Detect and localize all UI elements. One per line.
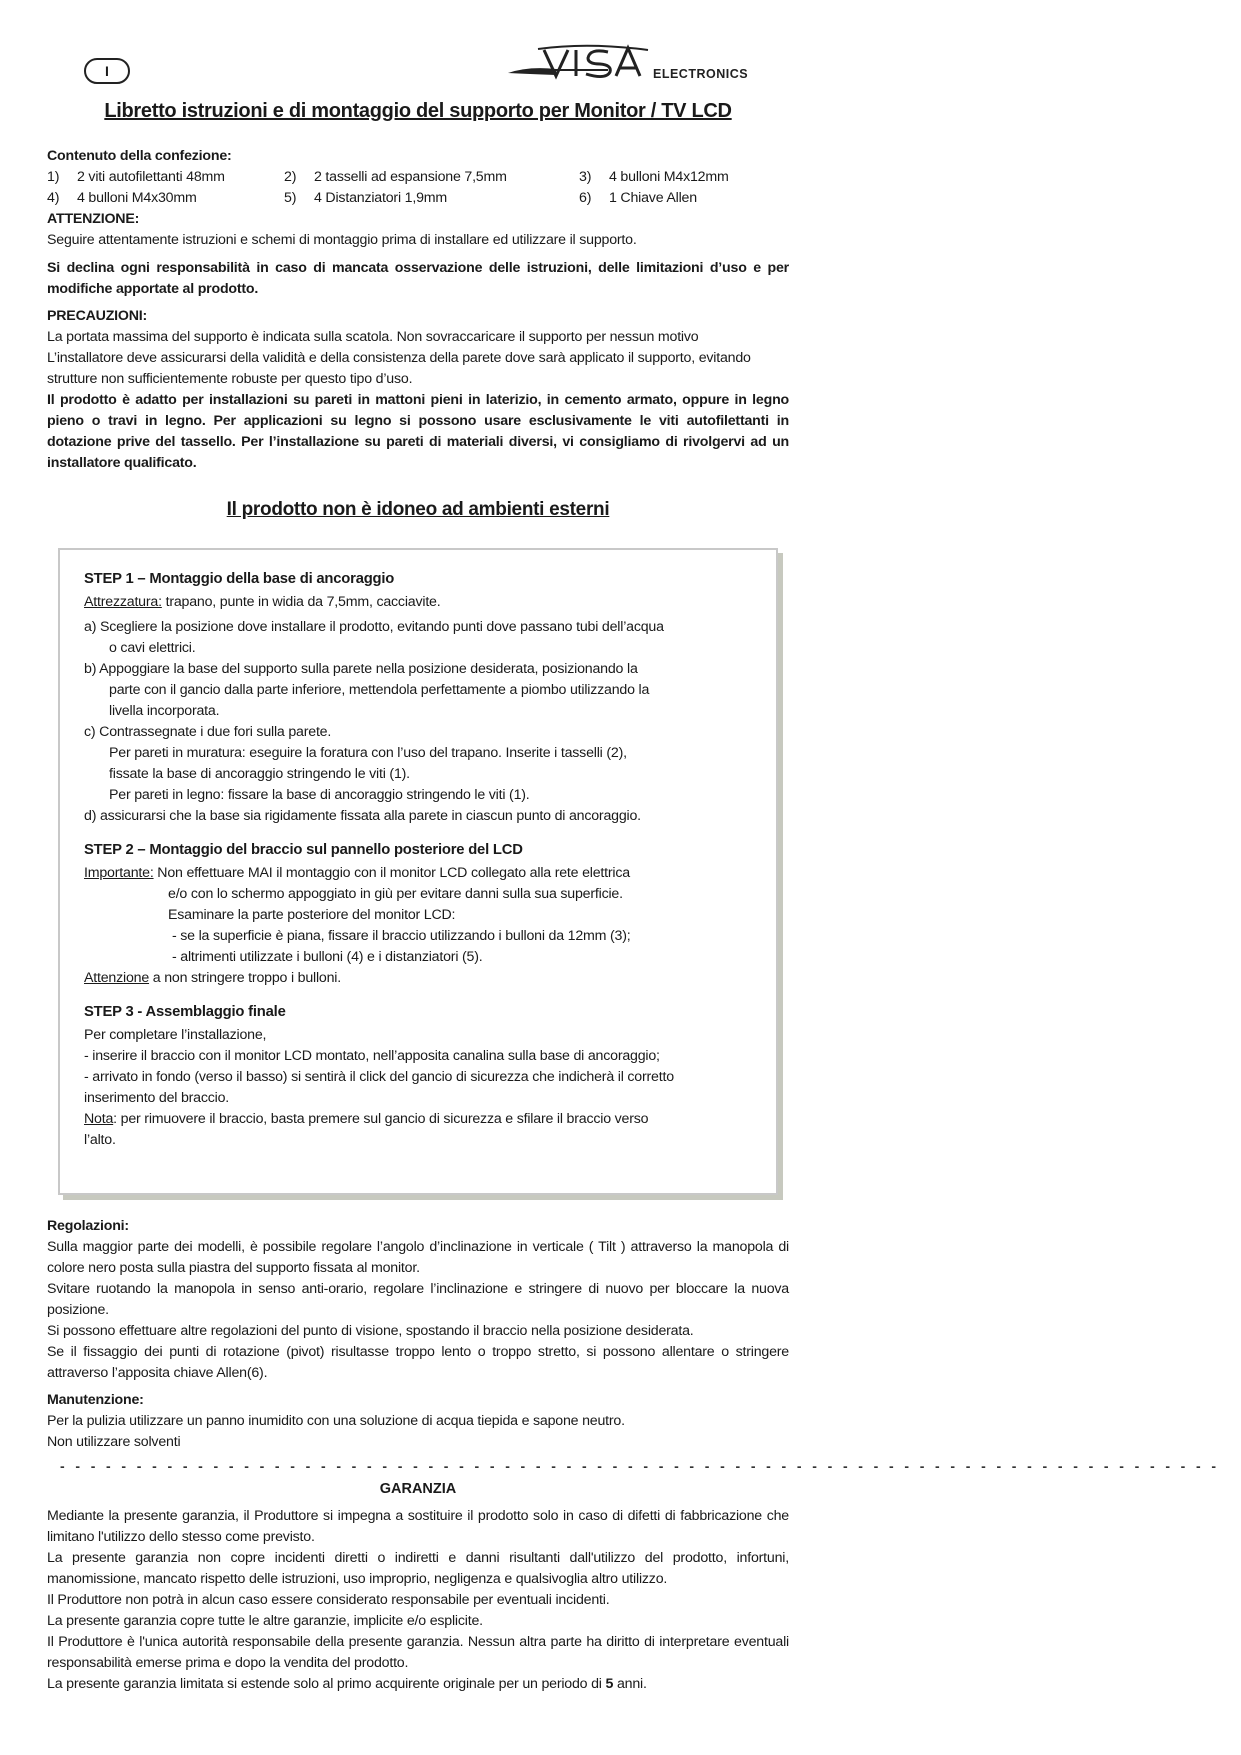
- warranty-paragraph: Il Produttore non potrà in alcun caso essere considerato responsabile per eventuali incidenti.: [47, 1592, 610, 1608]
- adjustments-paragraph: Svitare ruotando la manopola in senso anti-orario, regolare l’inclinazione e stringere di nuovo per bloccare la nuova posizione.: [47, 1281, 789, 1318]
- contents-item: 4 bulloni M4x12mm: [609, 169, 729, 185]
- step2-line: Esaminare la parte posteriore del monitor LCD:: [168, 907, 456, 923]
- warranty-paragraph: La presente garanzia non copre incidenti diretti o indiretti e danni risultanti dall'utilizzo del prodotto, infortuni, manomissione, mancato rispetto delle istruzioni, uso improprio, negligenza e qualsivoglia altro utilizzo.: [47, 1550, 789, 1587]
- contents-num: 2): [284, 169, 297, 185]
- precautions-heading: PRECAUZIONI:: [47, 308, 148, 324]
- steps-content: [84, 568, 764, 1151]
- warranty-duration: [47, 1674, 789, 1695]
- adjustments-heading: Regolazioni:: [47, 1218, 129, 1234]
- tools-text: trapano, punte in widia da 7,5mm, cacciavite.: [161, 594, 441, 610]
- maintenance-heading: Manutenzione:: [47, 1392, 144, 1408]
- note-text: : per rimuovere il braccio, basta premere sul gancio di sicurezza e sfilare il braccio verso: [113, 1111, 649, 1127]
- step3-line: - inserire il braccio con il monitor LCD montato, nell’apposita canalina sulla base di ancoraggio;: [84, 1048, 660, 1064]
- step1-item-b-cont: parte con il gancio dalla parte inferiore, mettendola perfettamente a piombo utilizzando la: [109, 682, 650, 698]
- contents-item: 4 bulloni M4x30mm: [77, 190, 197, 206]
- step1-item-b-cont: livella incorporata.: [109, 703, 220, 719]
- step1-item-a-cont: o cavi elettrici.: [109, 640, 196, 656]
- contents-num: 5): [284, 190, 297, 206]
- step1-item-c-cont: Per pareti in legno: fissare la base di ancoraggio stringendo le viti (1).: [109, 787, 530, 803]
- document-title: Libretto istruzioni e di montaggio del supporto per Monitor / TV LCD: [104, 100, 732, 122]
- warranty-duration-text: La presente garanzia limitata si estende solo al primo acquirente originale per un periodo di: [47, 1676, 606, 1692]
- disclaimer-text: Si declina ogni responsabilità in caso di mancata osservazione delle istruzioni, delle limitazioni d’uso e per modifiche apportate al prodotto.: [47, 260, 789, 297]
- warranty-paragraph: Il Produttore è l'unica autorità responsabile della presente garanzia. Nessun altra parte ha diritto di interpretare eventuali responsabilità emerse prima e dopo la vendita del prodotto.: [47, 1634, 789, 1671]
- step3-line: - arrivato in fondo (verso il basso) si sentirà il click del gancio di sicurezza che indicherà il corretto: [84, 1069, 674, 1085]
- contents-item: 1 Chiave Allen: [609, 190, 697, 206]
- warranty-heading: GARANZIA: [379, 1481, 457, 1497]
- warranty-duration-end: anni.: [613, 1676, 647, 1692]
- precautions-line: L’installatore deve assicurarsi della validità e della consistenza della parete dove sarà applicato il supporto, evitando strutture non sufficientemente robuste per questo tipo d’uso.: [47, 350, 751, 387]
- contents-num: 1): [47, 169, 60, 185]
- step1-item-b: b) Appoggiare la base del supporto sulla parete nella posizione desiderata, posizionando la: [84, 661, 638, 677]
- attention-text: Seguire attentamente istruzioni e schemi di montaggio prima di installare ed utilizzare il supporto.: [47, 232, 637, 248]
- brand-subtitle: ELECTRONICS: [653, 67, 749, 81]
- contents-item: 2 viti autofilettanti 48mm: [77, 169, 225, 185]
- contents-row: [47, 188, 789, 209]
- contents-num: 6): [579, 190, 592, 206]
- attention-note: a non stringere troppo i bulloni.: [149, 970, 341, 986]
- step3-line: Per completare l’installazione,: [84, 1027, 267, 1043]
- attention-label: Attenzione: [84, 970, 150, 986]
- step3-title: STEP 3 - Assemblaggio finale: [84, 1004, 286, 1020]
- adjustments-paragraph: Si possono effettuare altre regolazioni del punto di visione, spostando il braccio nella posizione desiderata.: [47, 1323, 694, 1339]
- step3-note: [84, 1109, 764, 1130]
- warranty-paragraph: La presente garanzia copre tutte le altre garanzie, implicite e/o esplicite.: [47, 1613, 483, 1629]
- step2-line: - se la superficie è piana, fissare il braccio utilizzando i bulloni da 12mm (3);: [172, 928, 631, 944]
- precautions-bold: Il prodotto è adatto per installazioni su pareti in mattoni pieni in laterizio, in cemento armato, oppure in legno pieno o travi in legno. Per applicazioni su legno si possono usare esclusivamente le viti autofilettanti in dotazione prive del tassello. Per l’installazione su pareti di materiali diversi, vi consigliamo di rivolgervi ad un installatore qualificato.: [47, 392, 789, 471]
- brand-logo: [508, 40, 748, 86]
- step1-item-a: a) Scegliere la posizione dove installare il prodotto, evitando punti dove passano tubi dell’acqua: [84, 619, 664, 635]
- adjustments-paragraph: Se il fissaggio dei punti di rotazione (pivot) risultasse troppo lento o troppo stretto, si possono allentare o stringere attraverso l’apposita chiave Allen(6).: [47, 1344, 789, 1381]
- warranty-years: 5: [605, 1676, 614, 1692]
- step2-important: [84, 863, 764, 884]
- language-badge: I: [84, 58, 130, 84]
- note-label: Nota: [84, 1111, 114, 1127]
- steps-box: [58, 548, 778, 1195]
- step2-title: STEP 2 – Montaggio del braccio sul pannello posteriore del LCD: [84, 842, 523, 858]
- tools-label: Attrezzatura:: [84, 594, 162, 610]
- step1-item-c-cont: Per pareti in muratura: eseguire la foratura con l’uso del trapano. Inserite i tasselli (2),: [109, 745, 627, 761]
- contents-heading: Contenuto della confezione:: [47, 148, 232, 164]
- step3-line: l’alto.: [84, 1132, 116, 1148]
- step1-item-c-cont: fissate la base di ancoraggio stringendo le viti (1).: [109, 766, 410, 782]
- step1-item-c: c) Contrassegnate i due fori sulla parete.: [84, 724, 332, 740]
- contents-num: 3): [579, 169, 592, 185]
- separator-line: - - - - - - - - - - - - - - - - - - - - - - - - - - - - - - - - - - - - - - - - - - - - - - - - - - - - - - - - - - - - - - - - - - - - - - - - - - - -: [60, 1458, 1220, 1474]
- warranty-paragraph: Mediante la presente garanzia, il Produttore si impegna a sostituire il prodotto solo in caso di difetti di fabbricazione che limitano l'utilizzo dello stesso come previsto.: [47, 1508, 789, 1545]
- important-label: Importante:: [84, 865, 154, 881]
- adjustments-paragraph: Sulla maggior parte dei modelli, è possibile regolare l’angolo d’inclinazione in verticale ( Tilt ) attraverso la manopola di colore nero posta sulla piastra del supporto fissata al monitor.: [47, 1239, 789, 1276]
- maintenance-line: Per la pulizia utilizzare un panno inumidito con una soluzione di acqua tiepida e sapone neutro.: [47, 1413, 625, 1429]
- contents-item: 4 Distanziatori 1,9mm: [314, 190, 447, 206]
- outdoor-warning: Il prodotto non è idoneo ad ambienti esterni: [226, 499, 610, 520]
- step3-line: inserimento del braccio.: [84, 1090, 230, 1106]
- step2-line: - altrimenti utilizzate i bulloni (4) e i distanziatori (5).: [172, 949, 483, 965]
- contents-row: [47, 167, 789, 188]
- step2-line: e/o con lo schermo appoggiato in giù per evitare danni sulla sua superficie.: [168, 886, 623, 902]
- important-text: Non effettuare MAI il montaggio con il monitor LCD collegato alla rete elettrica: [153, 865, 630, 881]
- contents-num: 4): [47, 190, 60, 206]
- precautions-line: La portata massima del supporto è indicata sulla scatola. Non sovraccaricare il supporto per nessun motivo: [47, 329, 699, 345]
- contents-item: 2 tasselli ad espansione 7,5mm: [314, 169, 507, 185]
- step1-item-d: d) assicurarsi che la base sia rigidamente fissata alla parete in ciascun punto di ancoraggio.: [84, 808, 641, 824]
- step1-tools: [84, 592, 764, 613]
- step2-attention: [84, 968, 764, 989]
- step1-title: STEP 1 – Montaggio della base di ancoraggio: [84, 571, 395, 587]
- attention-heading: ATTENZIONE:: [47, 211, 140, 227]
- maintenance-line: Non utilizzare solventi: [47, 1434, 181, 1450]
